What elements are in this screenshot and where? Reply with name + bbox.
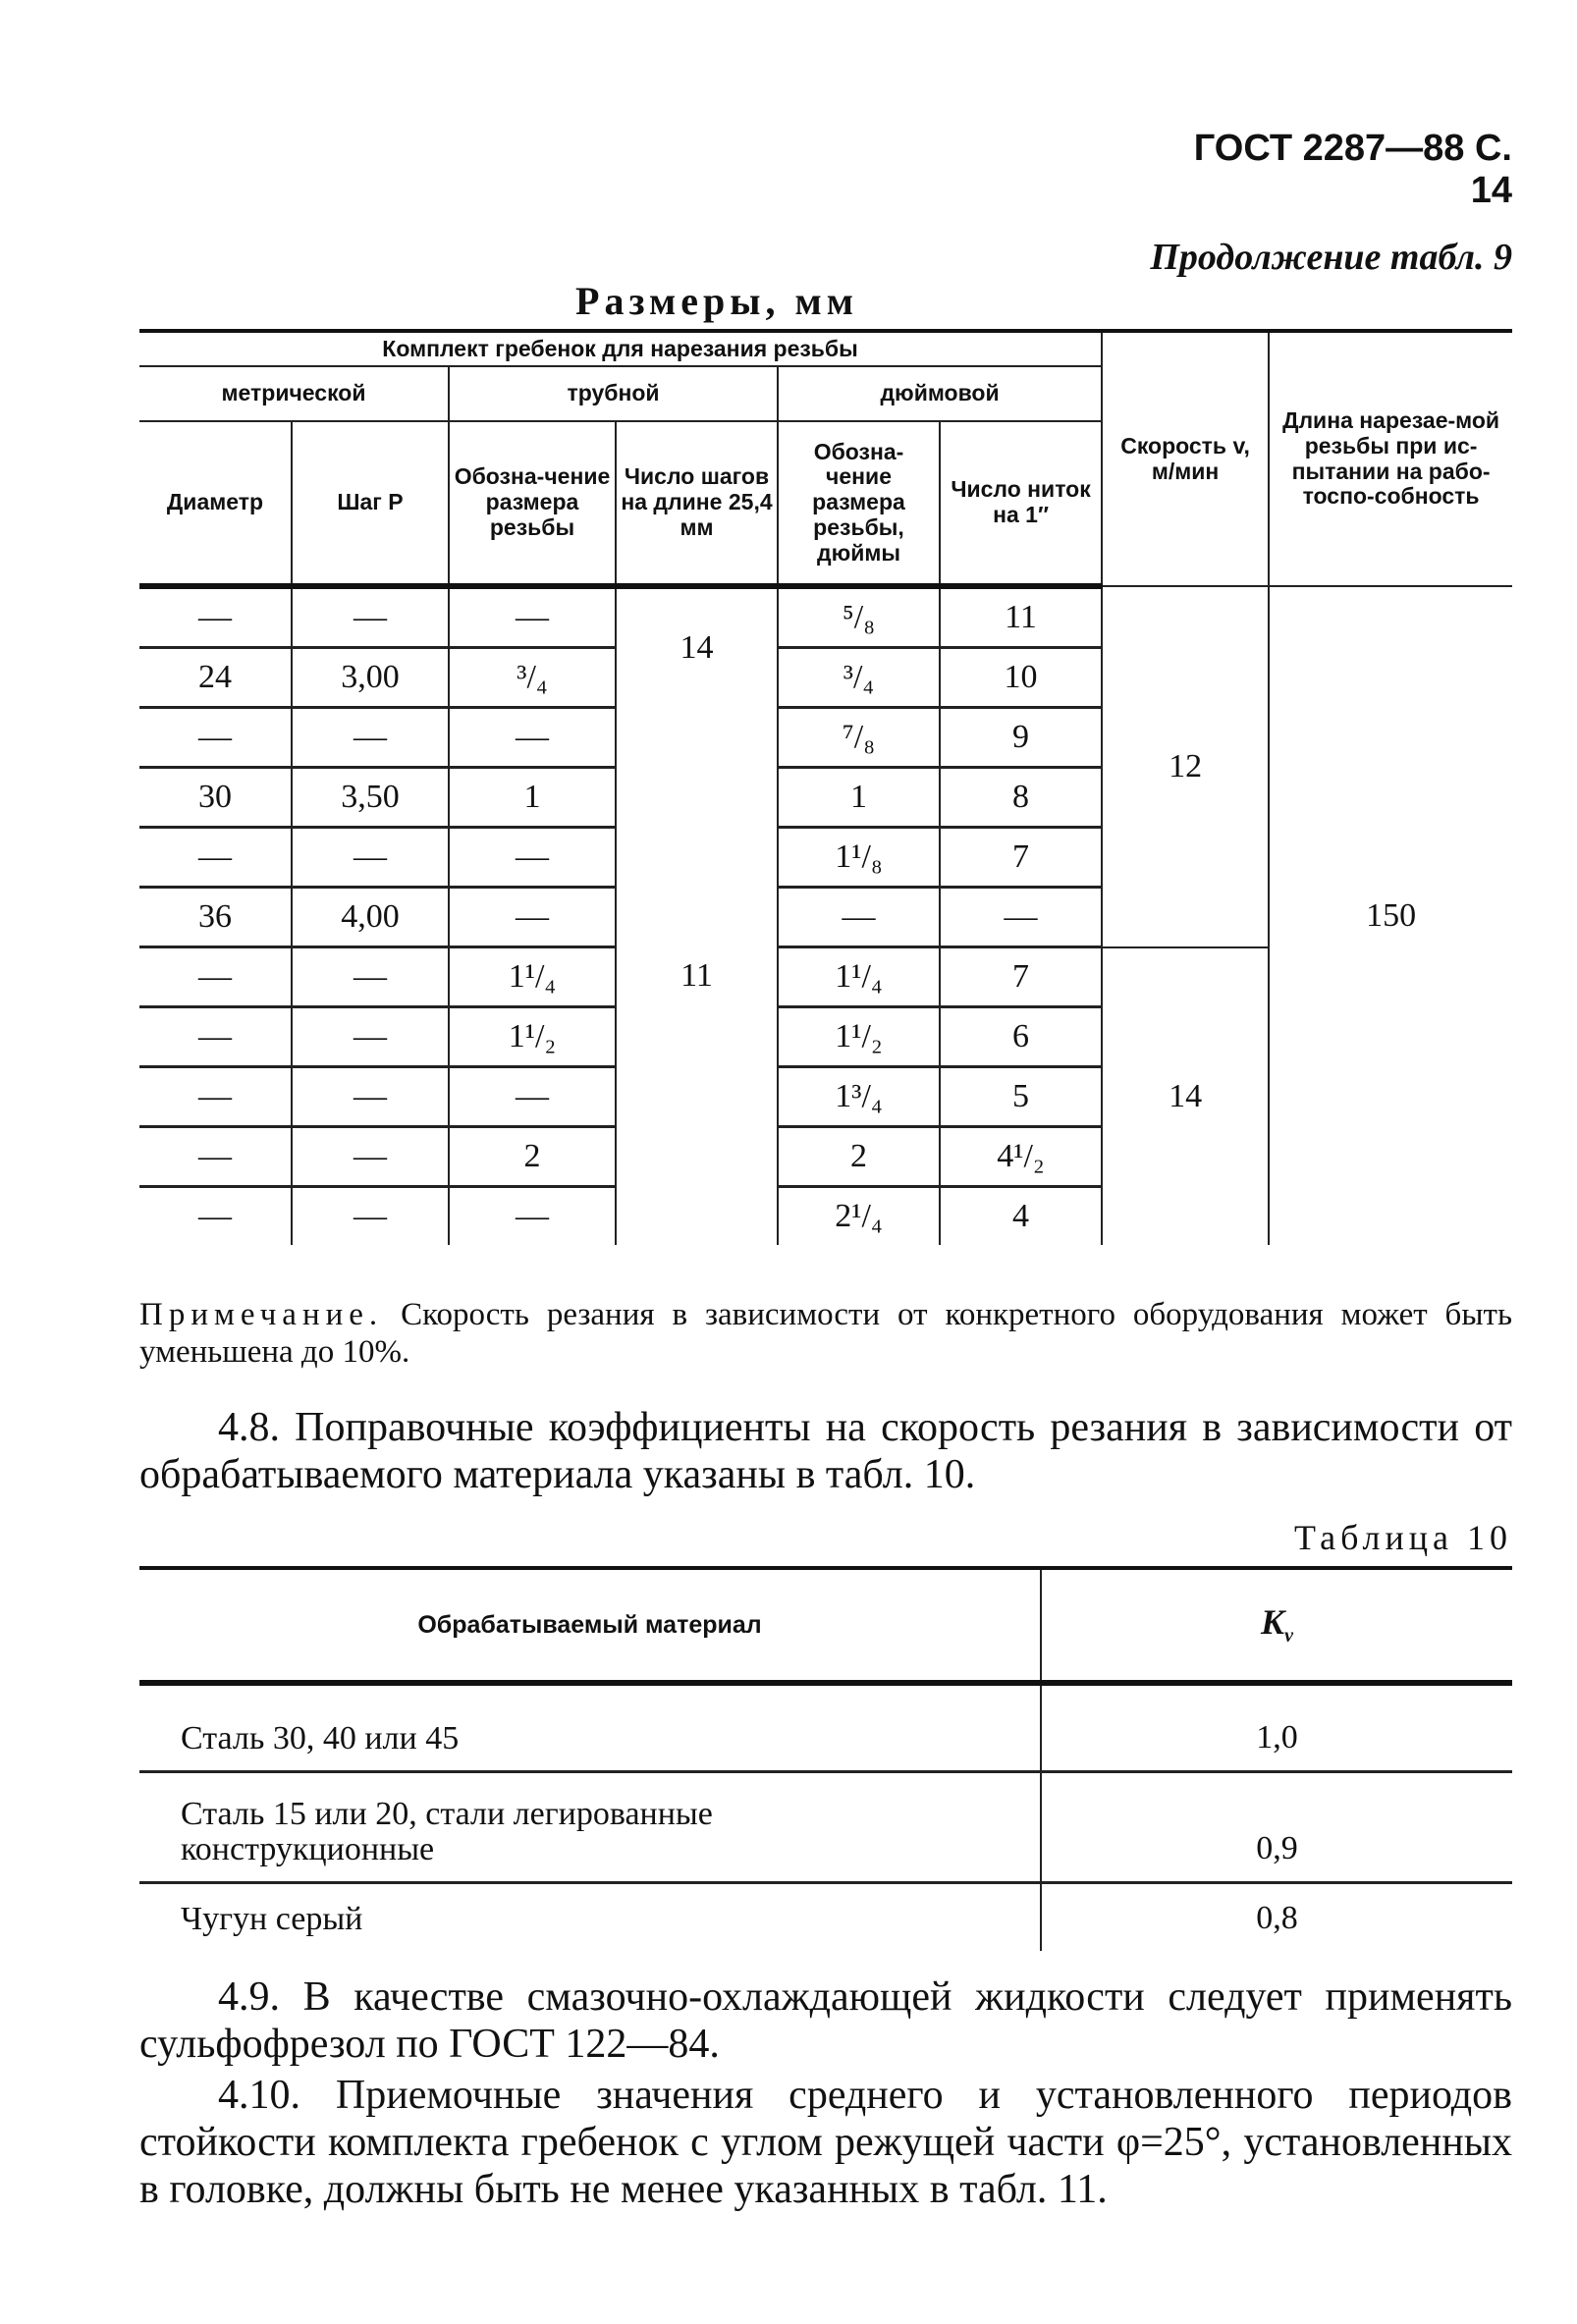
cell-inch-size: 1³/₄	[778, 1067, 940, 1127]
col-pipe-size: Обозна-чение размера резьбы	[449, 421, 616, 586]
cell-threads: 11	[940, 586, 1102, 648]
cell-pipe-size: —	[449, 1067, 616, 1127]
cell-pitch: 3,50	[292, 768, 449, 828]
col-pitch: Шаг P	[292, 421, 449, 586]
cell-inch-size: 1¹/₂	[778, 1007, 940, 1067]
cell-kv: 0,8	[1041, 1883, 1512, 1952]
cell-pipe-size: —	[449, 708, 616, 768]
page-header: ГОСТ 2287—88 С. 14	[1193, 128, 1512, 211]
cell-pipe-size: —	[449, 828, 616, 888]
group-header: Комплект гребенок для нарезания резьбы	[139, 331, 1102, 366]
cell-pipe-size: —	[449, 1187, 616, 1246]
cell-pipe-steps: 14	[616, 586, 778, 708]
col-kv: $K_v$	[1041, 1568, 1512, 1683]
cell-threads: —	[940, 888, 1102, 947]
col-inch-size: Обозна-чение размера резьбы, дюймы	[778, 421, 940, 586]
cell-inch-size: 1	[778, 768, 940, 828]
group-inch: дюймовой	[778, 366, 1102, 421]
cell-diameter: 30	[139, 768, 292, 828]
cell-pitch: 4,00	[292, 888, 449, 947]
group-pipe: трубной	[449, 366, 778, 421]
cell-diameter: —	[139, 708, 292, 768]
cell-threads: 9	[940, 708, 1102, 768]
cell-diameter: —	[139, 947, 292, 1007]
group-metric: метрической	[139, 366, 449, 421]
paragraph-4-9	[139, 1973, 1512, 2068]
cell-pipe-size: —	[449, 888, 616, 947]
col-pipe-steps: Число шагов на длине 25,4 мм	[616, 421, 778, 586]
cell-pitch: —	[292, 708, 449, 768]
cell-pipe-size: ³/₄	[449, 648, 616, 708]
table-row	[139, 586, 1512, 648]
table-10-caption: Таблица 10	[1294, 1518, 1512, 1557]
cell-inch-size: ⁷/₈	[778, 708, 940, 768]
paragraph-4-10	[139, 2072, 1512, 2213]
cell-threads: 8	[940, 768, 1102, 828]
paragraph-4-10-text: 4.10. Приемочные значения среднего и установленного периодов стойкости комплекта гребенок с углом режущей части φ=25°, установленных в головке, должны быть не менее указанных в табл. 11.	[139, 2073, 1512, 2212]
cell-threads: 6	[940, 1007, 1102, 1067]
col-inch-threads: Число ниток на 1″	[940, 421, 1102, 586]
paragraph-4-8	[139, 1404, 1512, 1498]
cell-diameter: —	[139, 828, 292, 888]
paragraph-4-8-text: 4.8. Поправочные коэффициенты на скорость резания в зависимости от обрабатываемого материала указаны в табл. 10.	[139, 1405, 1512, 1497]
col-material: Обрабатываемый материал	[139, 1568, 1041, 1683]
cell-inch-size: 1¹/₄	[778, 947, 940, 1007]
cell-pitch: —	[292, 1007, 449, 1067]
paragraph-4-9-text: 4.9. В качестве смазочно-охлаждающей жидкости следует применять сульфофрезол по ГОСТ 122—84.	[139, 1974, 1512, 2067]
cell-speed: 12	[1102, 586, 1269, 947]
cell-diameter: —	[139, 1007, 292, 1067]
cell-material: Чугун серый	[181, 1901, 363, 1937]
units-caption: Размеры, мм	[575, 279, 858, 323]
cell-pitch: 3,00	[292, 648, 449, 708]
cell-diameter: 24	[139, 648, 292, 708]
cell-pipe-steps: 11	[616, 708, 778, 1246]
cell-threads: 5	[940, 1067, 1102, 1127]
table-9	[139, 329, 1512, 1245]
cell-pitch: —	[292, 1067, 449, 1127]
cell-pitch: —	[292, 828, 449, 888]
cell-inch-size: 2	[778, 1127, 940, 1187]
cell-pitch: —	[292, 1187, 449, 1246]
note-label: Примечание.	[139, 1297, 384, 1332]
cell-kv: 1,0	[1041, 1683, 1512, 1772]
cell-pitch: —	[292, 947, 449, 1007]
cell-pitch: —	[292, 1127, 449, 1187]
table-note	[139, 1296, 1512, 1371]
cell-diameter: —	[139, 586, 292, 648]
cell-threads: 4	[940, 1187, 1102, 1246]
cell-inch-size: 1¹/₈	[778, 828, 940, 888]
cell-inch-size: 2¹/₄	[778, 1187, 940, 1246]
table-row	[139, 1772, 1512, 1883]
cell-kv: 0,9	[1041, 1772, 1512, 1883]
cell-pipe-size: 1¹/₂	[449, 1007, 616, 1067]
cell-pipe-size: —	[449, 586, 616, 648]
cell-pitch: —	[292, 586, 449, 648]
cell-threads: 4¹/₂	[940, 1127, 1102, 1187]
cell-pipe-size: 1	[449, 768, 616, 828]
cell-threads: 10	[940, 648, 1102, 708]
cell-pipe-size: 1¹/₄	[449, 947, 616, 1007]
cell-material: Сталь 30, 40 или 45	[139, 1683, 1041, 1772]
col-diameter: Диаметр	[139, 421, 292, 586]
cell-speed: 14	[1102, 947, 1269, 1246]
cell-length: 150	[1269, 586, 1512, 1245]
table-row	[139, 1883, 1512, 1952]
table-continuation-label: Продолжение табл. 9	[1150, 237, 1512, 278]
cell-material: Сталь 15 или 20, стали легированные конструкционные	[139, 1772, 1041, 1883]
cell-diameter: —	[139, 1127, 292, 1187]
col-speed: Скорость v, м/мин	[1102, 331, 1269, 586]
cell-inch-size: ³/₄	[778, 648, 940, 708]
note-text: Скорость резания в зависимости от конкретного оборудования может быть уменьшена до 10%.	[139, 1297, 1512, 1370]
cell-pipe-size: 2	[449, 1127, 616, 1187]
table-row	[139, 1683, 1512, 1772]
cell-inch-size: ⁵/₈	[778, 586, 940, 648]
cell-diameter: —	[139, 1187, 292, 1246]
cell-threads: 7	[940, 947, 1102, 1007]
cell-diameter: —	[139, 1067, 292, 1127]
table-10	[139, 1566, 1512, 1951]
col-length: Длина нарезае-мой резьбы при ис-пытании на рабо-тоспо-собность	[1269, 331, 1512, 586]
cell-diameter: 36	[139, 888, 292, 947]
cell-threads: 7	[940, 828, 1102, 888]
cell-inch-size: —	[778, 888, 940, 947]
